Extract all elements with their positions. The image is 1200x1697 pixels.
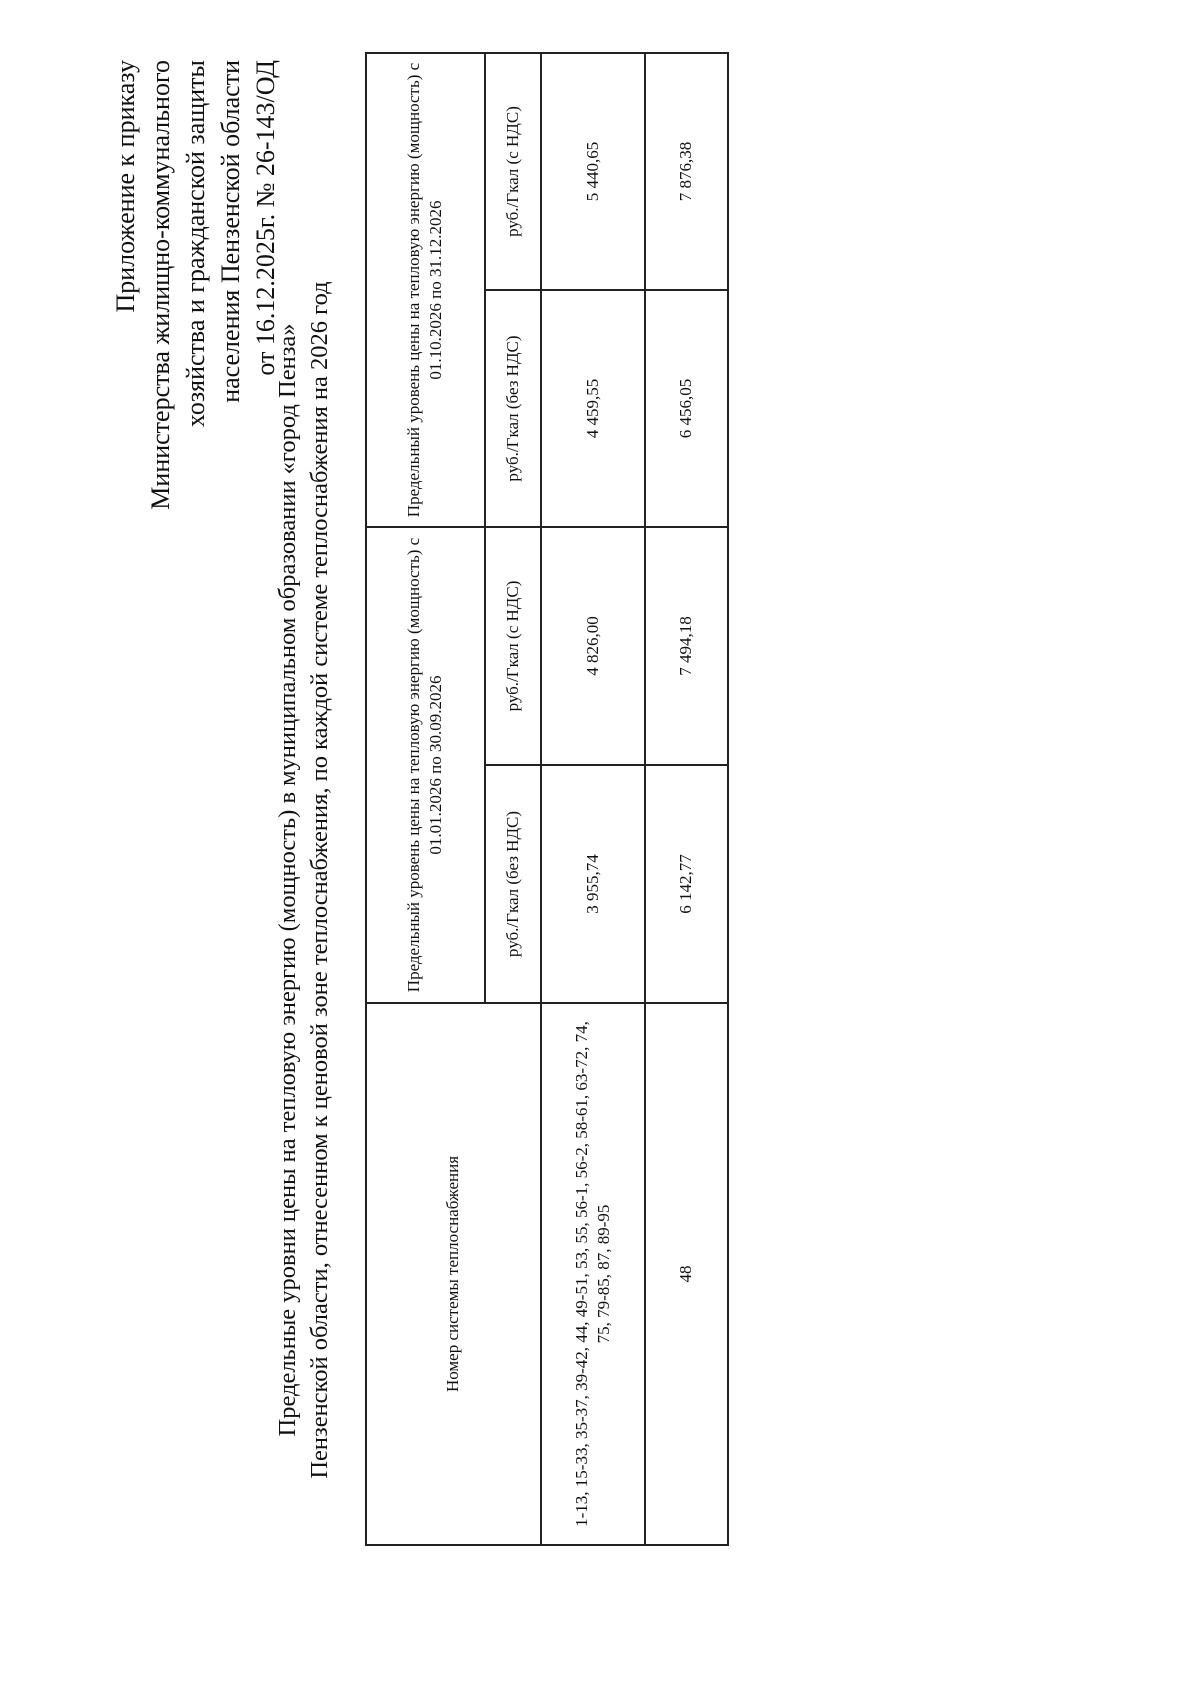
appendix-note xyxy=(108,60,283,660)
document-title xyxy=(272,130,336,1630)
appendix-line: от 16.12.2025г. № 26-143/ОД xyxy=(251,60,280,376)
price-cell: 6 456,05 xyxy=(645,290,729,527)
price-cell: 4 459,55 xyxy=(541,290,645,527)
appendix-line: Министерства жилищно-коммунального xyxy=(146,60,175,510)
appendix-line: Приложение к приказу xyxy=(111,60,140,313)
price-cell: 7 494,18 xyxy=(645,527,729,765)
appendix-line: населения Пензенской области xyxy=(216,60,245,403)
table-row xyxy=(541,53,645,1545)
title-line: Пензенской области, отнесенном к ценовой зоне теплоснабжения, по каждой системе теплоснабжения на 2026 год xyxy=(306,281,333,1479)
period-header-1: Предельный уровень цены на тепловую энергию (мощность) с 01.01.2026 по 30.09.2026 xyxy=(366,527,485,1003)
period-header-2: Предельный уровень цены на тепловую энергию (мощность) с 01.10.2026 по 31.12.2026 xyxy=(366,53,485,527)
document-page xyxy=(0,60,780,1660)
price-cell: 3 955,74 xyxy=(541,765,645,1003)
unit-header: руб./Гкал (без НДС) xyxy=(485,765,541,1003)
price-cell: 7 876,38 xyxy=(645,53,729,290)
table-header-row xyxy=(366,53,485,1545)
price-cell: 5 440,65 xyxy=(541,53,645,290)
price-cell: 4 826,00 xyxy=(541,527,645,765)
unit-header: руб./Гкал (с НДС) xyxy=(485,53,541,290)
unit-header: руб./Гкал (с НДС) xyxy=(485,527,541,765)
price-table xyxy=(365,52,729,1546)
table-row xyxy=(645,53,729,1545)
price-cell: 6 142,77 xyxy=(645,765,729,1003)
system-number-header: Номер системы теплоснабжения xyxy=(366,1003,541,1545)
system-numbers-cell: 48 xyxy=(645,1003,729,1545)
unit-header: руб./Гкал (без НДС) xyxy=(485,290,541,527)
appendix-line: хозяйства и гражданской защиты xyxy=(181,60,210,428)
system-numbers-cell: 1-13, 15-33, 35-37, 39-42, 44, 49-51, 53, 55, 56-1, 56-2, 58-61, 63-72, 74, 75, 79-85, 87, 89-95 xyxy=(541,1003,645,1545)
title-line: Предельные уровни цены на тепловую энергию (мощность) в муниципальном образовании «город Пенза» xyxy=(274,323,301,1437)
